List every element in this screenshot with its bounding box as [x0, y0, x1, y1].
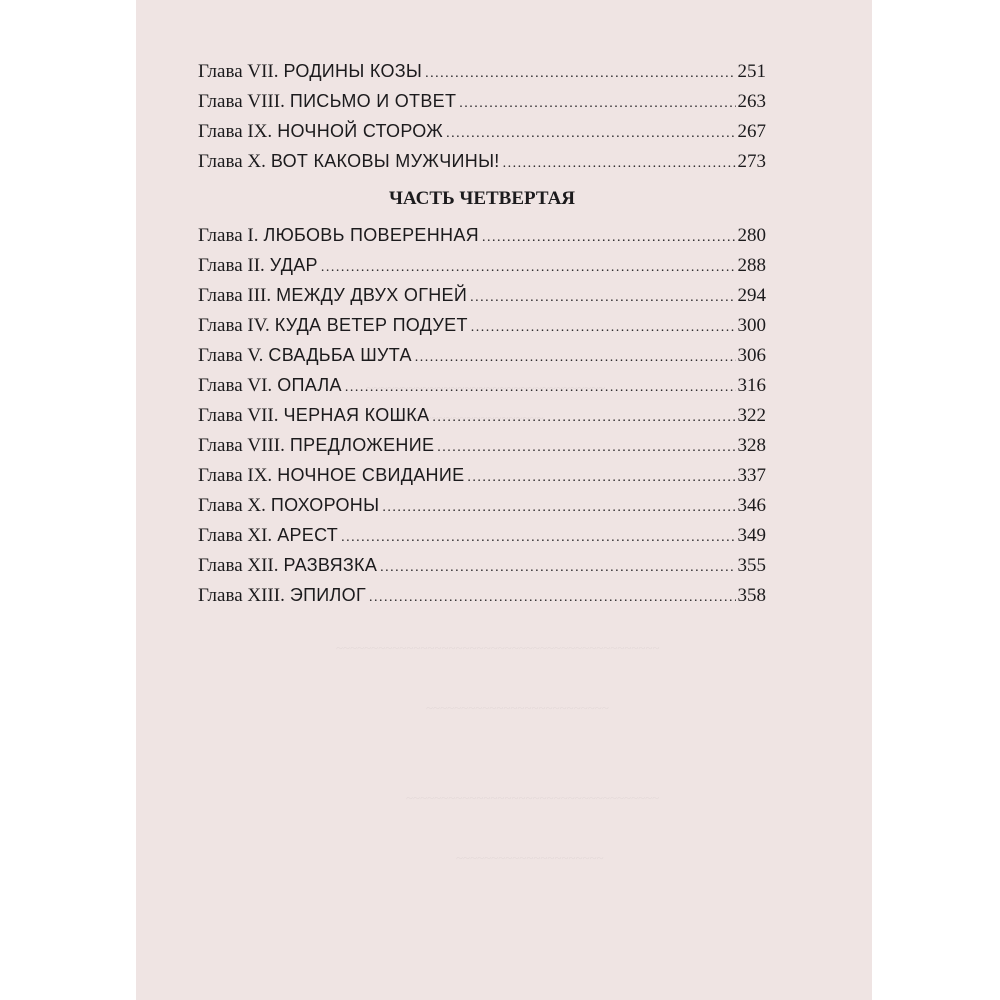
- page-number: 273: [737, 151, 766, 172]
- page-number: 337: [737, 465, 766, 486]
- chapter-number: Глава IV.: [198, 315, 270, 336]
- bleed-through-text: ~~~~~~~~~~~~~~~~~~~~~~~~~~~~~~~~~~: [366, 380, 606, 395]
- page-number: 328: [737, 435, 766, 456]
- dot-leader: [432, 403, 735, 433]
- chapter-title: ЛЮБОВЬ ПОВЕРЕННАЯ: [263, 225, 479, 245]
- page-number: 358: [737, 585, 766, 606]
- page-number: 346: [737, 495, 766, 516]
- chapter-title: СВАДЬБА ШУТА: [268, 345, 412, 365]
- dot-leader: [467, 463, 735, 493]
- chapter-title: ПИСЬМО И ОТВЕТ: [289, 91, 457, 111]
- chapter-title: ЭПИЛОГ: [289, 585, 367, 605]
- toc-entry: [198, 370, 766, 400]
- toc-part-four: [198, 220, 766, 610]
- page-number: 306: [737, 345, 766, 366]
- chapter-number: Глава X.: [198, 495, 266, 516]
- chapter-title: ПОХОРОНЫ: [270, 495, 380, 515]
- chapter-number: Глава X.: [198, 151, 266, 172]
- dot-leader: [321, 253, 736, 283]
- toc-entry: [198, 220, 766, 250]
- toc-entry: [198, 490, 766, 520]
- dot-leader: [437, 433, 735, 463]
- chapter-title: ОПАЛА: [277, 375, 342, 395]
- toc-entry: [198, 86, 766, 116]
- bleed-through-text: ~~~~~~~~~~~~~~~~~~~~~: [396, 410, 544, 425]
- toc-part-three: [198, 56, 766, 176]
- chapter-number: Глава II.: [198, 255, 265, 276]
- dot-leader: [425, 59, 735, 89]
- chapter-title: НОЧНОЕ СВИДАНИЕ: [277, 465, 465, 485]
- dot-leader: [380, 553, 735, 583]
- bleed-through-text: ~~~~~~~~~~~~~~~~~~~~~~~~~~: [426, 700, 609, 715]
- chapter-number: Глава XIII.: [198, 585, 285, 606]
- chapter-title: РОДИНЫ КОЗЫ: [283, 61, 423, 81]
- page-number: 267: [737, 121, 766, 142]
- chapter-title: РАЗВЯЗКА: [283, 555, 378, 575]
- toc-entry: [198, 430, 766, 460]
- chapter-title: УДАР: [269, 255, 318, 275]
- page-number: 349: [737, 525, 766, 546]
- toc-entry: [198, 580, 766, 610]
- page-number: 322: [737, 405, 766, 426]
- chapter-number: Глава XI.: [198, 525, 273, 546]
- chapter-title: ПРЕДЛОЖЕНИЕ: [289, 435, 435, 455]
- toc-entry: [198, 146, 766, 176]
- toc-entry: [198, 310, 766, 340]
- chapter-number: Глава VII.: [198, 405, 279, 426]
- toc-entry: [198, 116, 766, 146]
- chapter-number: Глава V.: [198, 345, 264, 366]
- dot-leader: [446, 119, 735, 149]
- chapter-number: Глава XII.: [198, 555, 279, 576]
- chapter-title: ЧЕРНАЯ КОШКА: [283, 405, 430, 425]
- toc-entry: [198, 550, 766, 580]
- page-number: 355: [737, 555, 766, 576]
- chapter-number: Глава VIII.: [198, 91, 285, 112]
- dot-leader: [471, 313, 736, 343]
- dot-leader: [415, 343, 736, 373]
- dot-leader: [459, 89, 735, 119]
- chapter-number: Глава VIII.: [198, 435, 285, 456]
- chapter-title: КУДА ВЕТЕР ПОДУЕТ: [274, 315, 468, 335]
- chapter-title: ВОТ КАКОВЫ МУЖЧИНЫ!: [270, 151, 500, 171]
- dot-leader: [345, 373, 736, 403]
- section-heading: ЧАСТЬ ЧЕТВЕРТАЯ: [388, 188, 576, 209]
- dot-leader: [341, 523, 735, 553]
- chapter-title: АРЕСТ: [277, 525, 339, 545]
- page-number: 300: [737, 315, 766, 336]
- toc-entry: [198, 56, 766, 86]
- table-of-contents: [198, 56, 766, 610]
- page-number: 288: [737, 255, 766, 276]
- toc-entry: [198, 340, 766, 370]
- toc-entry: [198, 400, 766, 430]
- page-number: 280: [737, 225, 766, 246]
- dot-leader: [482, 223, 736, 253]
- page-number: 251: [737, 61, 766, 82]
- toc-entry: [198, 250, 766, 280]
- dot-leader: [503, 149, 736, 179]
- toc-entry: [198, 520, 766, 550]
- dot-leader: [369, 583, 735, 613]
- chapter-number: Глава I.: [198, 225, 259, 246]
- page-number: 263: [737, 91, 766, 112]
- chapter-title: МЕЖДУ ДВУХ ОГНЕЙ: [276, 285, 468, 305]
- dot-leader: [470, 283, 735, 313]
- dot-leader: [382, 493, 735, 523]
- bleed-through-text: ~~~~~~~~~~~~~~~~~~~~~~~~~~~~~~~~~~~~: [406, 790, 660, 805]
- bleed-through-text: ~~~~~~~~~~~~~~~~~~~~~: [456, 850, 604, 865]
- chapter-number: Глава IX.: [198, 121, 273, 142]
- chapter-title: НОЧНОЙ СТОРОЖ: [277, 121, 444, 141]
- chapter-number: Глава VI.: [198, 375, 273, 396]
- toc-entry: [198, 460, 766, 490]
- chapter-number: Глава IX.: [198, 465, 273, 486]
- toc-entry: [198, 280, 766, 310]
- bleed-through-text: ~~~~~~~~~~~~~~~~~~~~~~~~~~~~~~~~~~~~~~~~~~~~~~: [336, 640, 660, 655]
- page-number: 316: [737, 375, 766, 396]
- chapter-number: Глава VII.: [198, 61, 279, 82]
- page-number: 294: [737, 285, 766, 306]
- chapter-number: Глава III.: [198, 285, 272, 306]
